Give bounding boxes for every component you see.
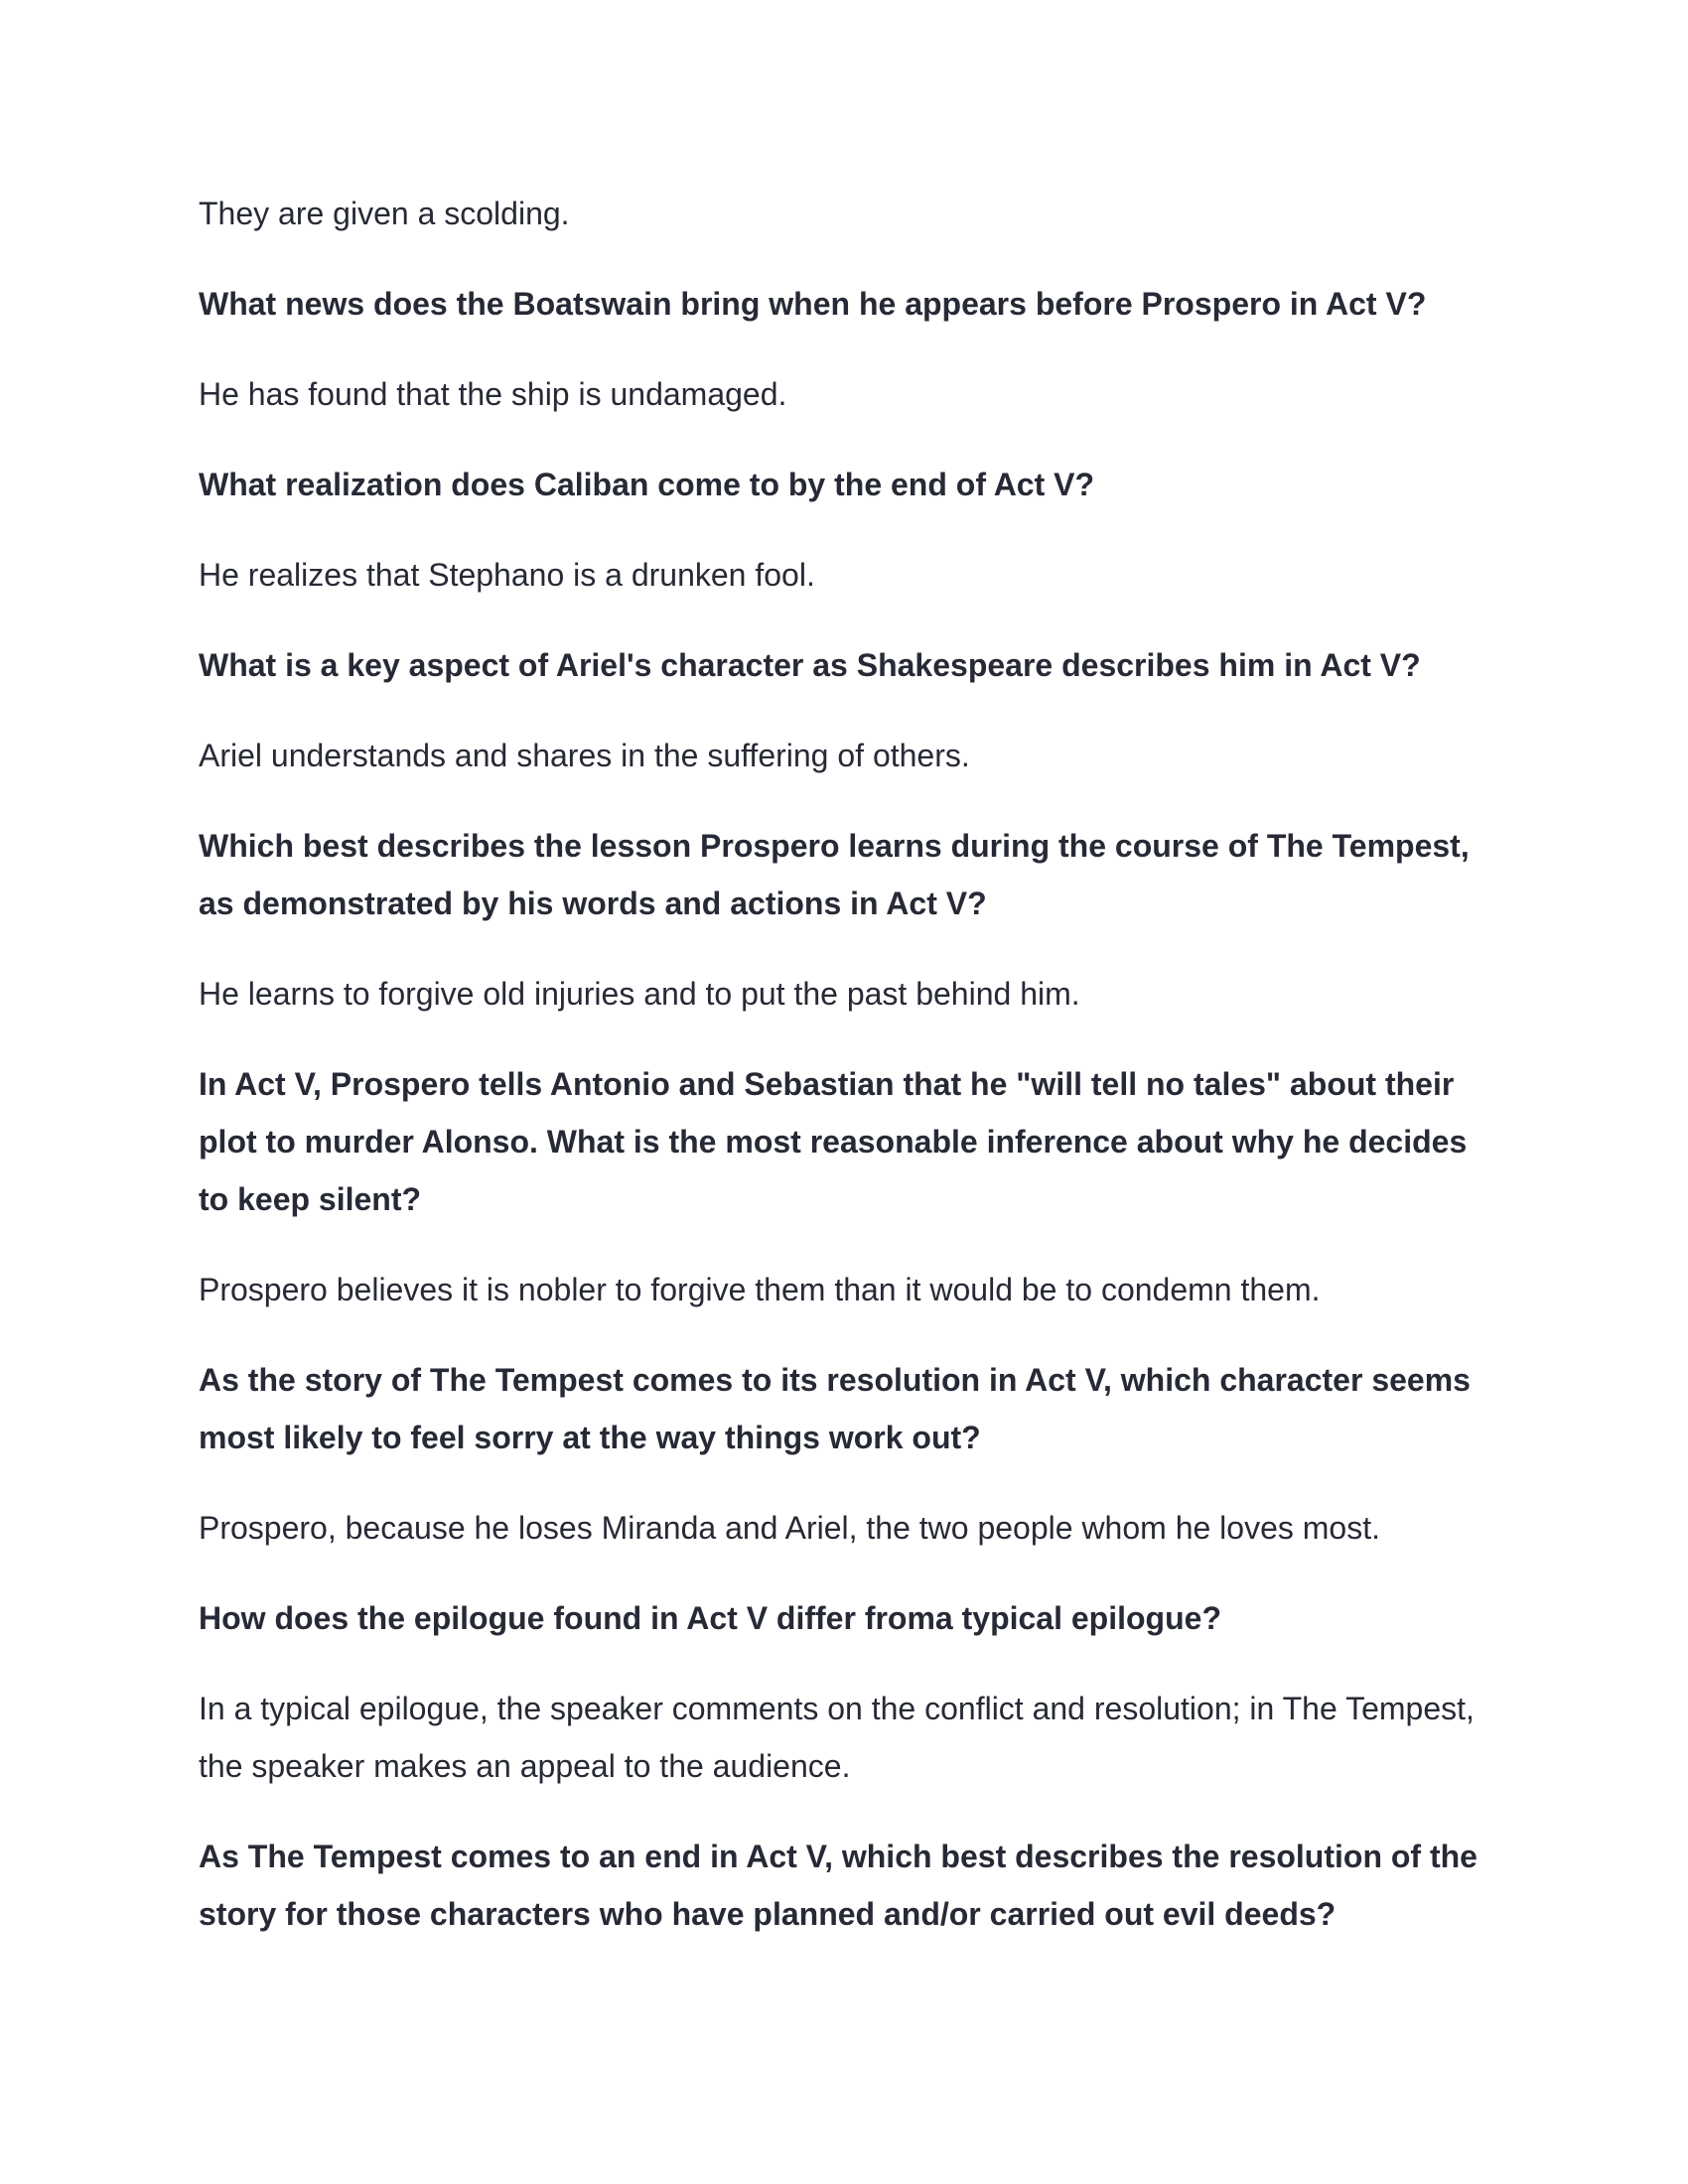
question-text: As The Tempest comes to an end in Act V, which best describes the resolution of the story for those characters who have planned and/or carried out evil deeds?: [199, 1839, 1477, 1932]
question-text: What news does the Boatswain bring when he appears before Prospero in Act V?: [199, 286, 1427, 322]
answer-text: Prospero, because he loses Miranda and Ariel, the two people whom he loves most.: [199, 1510, 1380, 1546]
answer-text: Prospero believes it is nobler to forgive them than it would be to condemn them.: [199, 1272, 1321, 1307]
question-text: In Act V, Prospero tells Antonio and Sebastian that he "will tell no tales" about their plot to murder Alonso. What is the most reasonable inference about why he decides to keep silent?: [199, 1066, 1468, 1217]
answer-text: Ariel understands and shares in the suffering of others.: [199, 738, 970, 773]
answer-text: He learns to forgive old injuries and to put the past behind him.: [199, 976, 1080, 1012]
question-text: Which best describes the lesson Prospero learns during the course of The Tempest, as demonstrated by his words and actions in Act V?: [199, 828, 1470, 921]
question-text: What is a key aspect of Ariel's character as Shakespeare describes him in Act V?: [199, 647, 1421, 683]
answer-text: In a typical epilogue, the speaker comments on the conflict and resolution; in The Tempest, the speaker makes an appeal to the audience.: [199, 1691, 1475, 1784]
answer-text: He realizes that Stephano is a drunken fool.: [199, 557, 815, 593]
question-text: As the story of The Tempest comes to its resolution in Act V, which character seems most likely to feel sorry at the way things work out?: [199, 1362, 1471, 1455]
question-text: What realization does Caliban come to by the end of Act V?: [199, 467, 1095, 502]
question-text: How does the epilogue found in Act V differ froma typical epilogue?: [199, 1600, 1221, 1636]
document-page: [199, 195, 1489, 1976]
answer-text: He has found that the ship is undamaged.: [199, 376, 787, 412]
answer-text: They are given a scolding.: [199, 196, 570, 231]
